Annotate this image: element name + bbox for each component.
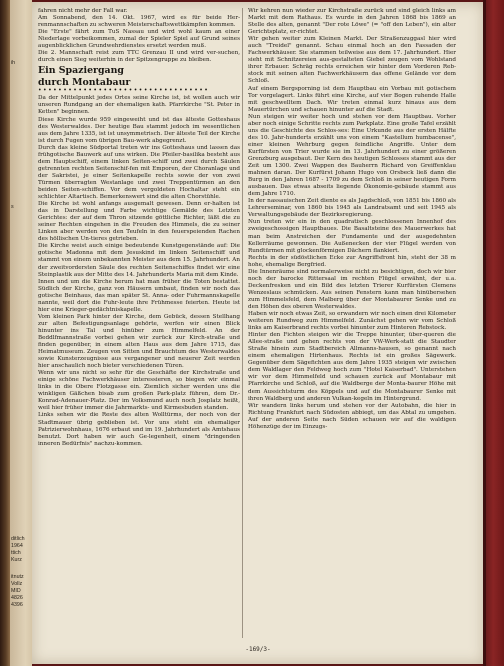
body-paragraph: Wir wandern links herum und stehen vor der Autobahn, die hier in Richtung Frankfurt nach Südosten abbiegt, um das Abtal zu umgehen. Auf der anderen Seite nach Süden schauen wir auf die waldigen Höhenzüge der im Einzugs- — [248, 402, 456, 430]
body-paragraph: Innen und um die Kirche herum hat man früher die Toten bestattet. Südlich der Kirche, ganz von Häusern umbaut, finden wir noch das gotische Beinhaus, das man später St. Anna- oder Fuhrmannskapelle nannte, weil dort die Fuhr-leute ihre Frühmesse feierten. Heute ist hier eine Krieger-gedächtniskapelle. — [38, 278, 240, 313]
intro-paragraph: Am Sonnabend, den 14. Okt. 1967, wird es für beide Her-renmannschaften zu schweren Meisterschaftswettkämpfen kommen. — [38, 15, 240, 29]
prev-page-fragment: ditlich — [11, 536, 25, 542]
body-paragraph: Die Kirche weist auch einige bedeutende Kunstgegenstände auf: Die gotische Madonna mit dem Jesuskind im linken Seitenschiff und stammt von einem unbekannten Meister aus dem 15. Jahrhundert. An der zweitvordersten Säule des rechten Seitenschiffes findet wir eine Steinplastik aus der Mitte des 14. Jahrhunderts Maria mit dem Kinde. — [38, 243, 240, 278]
intro-paragraph: Die 2. Mannschaft reist zum TTC Grenzau II und wird ver-suchen, durch einen Sieg weiterhin in der Spitzengruppe zu bleiben. — [38, 50, 240, 64]
binder-edge — [0, 0, 10, 666]
left-column — [38, 8, 240, 640]
body-paragraph: Auf einem Bergsporning ist dem Hauptbau ein Vorbau mit gotischem Tor vorgelagert. Links führt eine Kirche, auf vier Bogen ruhende Halle mit geschwelltem Dach. Wir treten einmal kurz hinaus aus dem Mauertürchen und schauen hinunter auf die Stadt. — [248, 85, 456, 113]
column-divider — [242, 8, 243, 638]
body-paragraph: Rechts in der südöstlichen Ecke zur Angriffsfront hin, steht der 38 m hohe, ehemalige Bergfried. — [248, 254, 456, 268]
body-paragraph: Wir kehren nun wieder zur Kirchstraße zurück und sind gleich links am Markt mit dem Rathaus. Es wurde in den Jahren 1868 bis 1869 an Stelle des alten, genannt "Der rote Löwe" (= "off den Leben"), ein alter Gerichtsplatz, er-richtet. — [248, 8, 456, 36]
right-column — [248, 8, 456, 640]
body-paragraph: In der nassauischen Zeit diente es als Jagdschloß, von 1851 bis 1860 als Lehrerseminar, von 1860 bis 1945 als Landratsamt und seit 1945 als Verwaltungsgebäude der Bezirksregierung. — [248, 198, 456, 219]
prev-page-fragment: 4826 — [11, 595, 23, 601]
prev-page-fragment: MID — [11, 588, 21, 594]
body-paragraph: Wir gehen weiter zum Kleinen Markt. Der Straßenzuggasl hier wird auch "Treidel" genannt. Schau einmal hoch an den Fassaden der Fachwerkhäuser. Sie stammen teilweise aus dem 17. Jahrhundert. Hier sieht mit Schnitzereien aus-gestalteten Giebel zeugen vom Wohlstand ihrer Erbauer. Schräg rechts erreichen wir hinter dem Vorderen Reb-stock mit seinen alten Fachwerkhäusern das offene Gelände vor dem Schloß. — [248, 36, 456, 85]
body-paragraph: Nun steigen wir weiter hoch und stehen vor dem Hauptbau. Vorher aber noch einige Schritte rechts zum Parkplatz. Eine große Tafel erzählt uns die Geschichte des Schlos-ses: Eine Urkunde aus der ersten Hälfte des 10. Jahr-hunderts erzählt uns von einem "Kastellum humbacense", einer kleinen Wehrburg gegen feindliche Angriffe. Unter dem Kurfürsten von Trier wurde sie im 13. Jahrhundert zu einer größeren Grenzburg ausgebaut. Der Kern des heutigen Schlosses stammt aus der Zeit um 1300. Zwei Wappen des Bauherrn Richard von Greiffenklau mahnen daran. Der Kurfürst Johann Hugo von Orsbeck ließ dann die Burg in den Jahren 1687 - 1709 zu dem Schloß in seiner heutigen Form ausbauen. Das etwas abseits liegende Ökonomie-gebäude stammt aus dem Jahre 1710. — [248, 113, 456, 198]
article-heading-line1: Ein Spaziergang — [38, 65, 124, 77]
body-paragraph: Die Kirche ist wohl anfangs ausgemalt gewesen. Denn er-halten ist das in Darstellung und Farbe wichtige Gemälde des Letzten Gerichtes: der auf dem Thron sitzende göttliche Richter, läßt die zu seiner Rechten eingehen in die Freuden des Himmels, die zu seiner Linken aber werden von den Teufeln in den feuerspeienden Rachen des höllischen Un-tieres getrieben. — [38, 201, 240, 243]
prev-page-fragment: ih — [11, 60, 16, 66]
previous-page-strip — [10, 0, 32, 666]
page-number: -169/3- — [245, 646, 271, 653]
prev-page-fragment: s — [11, 204, 14, 210]
body-paragraph: Vom kleinen Park hinter der Kirche, dem Gebück, dessen Stellhang zur alten Befestigungsanlage gehörte, werfen wir einen Blick hinunter ins Tal und hinüber zum Himmelfeld. An der Beddlfmannstraße vorbei gehen wir zurück zur Kirch-straße und finden gegenüber, in einem alten Haus aus dem Jahre 1715, das Heimatmuseum. Zeugen von Sitten und Brauchtum des Westerwaldes sowie Kunsterzeugnisse aus vergangener und neuerer Zeit werden hier anschaulich noch bieter verschiedenen Türen. — [38, 313, 240, 370]
book-cover — [486, 0, 504, 666]
body-paragraph: Nun treten wir ein in den quadratisch geschlossenen Innenhof des zweigeschossigen Hauptbaues. Die Basaltsteine des Mauerwerkes hat man beim Anstreichen der Fundamente und der ausgedehnten Kellerräume gewonnen. Die Außenecken der vier Flügel werden von Rundtürmen mit glockenförmigen Dächern flankiert. — [248, 219, 456, 254]
article-heading-line2: durch Montabaur — [38, 77, 131, 89]
document-page — [32, 2, 484, 664]
body-paragraph: Da der Mittelpunkt jedes Ortes seine Kirche ist, ist wollen auch wir unseren Rundgang an der ehemaligen kath. Pfarrkirche "St. Peter in Ketten" beginnen. — [38, 95, 240, 116]
prev-page-fragment: 4396 — [11, 602, 23, 608]
intro-paragraph: fahren nicht mehr der Fall war. — [38, 8, 128, 14]
prev-page-fragment: itnutz — [11, 574, 24, 580]
prev-page-fragment: ttich — [11, 550, 21, 556]
body-paragraph: Durch das kleine Südportal treten wir ins Gotteshaus und lassen das frühgotische Bauwerk auf uns wirken. Die Pfeiler-basilika besteht aus dem Hauptschiff, einem linken Seiten-schiff und zwei durch Säulen getrennten rechten Seitenschif-fen mit Emporen, der Choranlage und der Sakristei, je einer Seitenkapelle rechts sowie der von zwei Türmen überragten Westanlage und zwei Treppentürmen an den beiden Seiten-schiffen. Vor dem vergoldeten Hochaltar steht ein schlichter Altartisch. Bemerkenswert sind die alten Chorstühle. — [38, 144, 240, 201]
intro-paragraph: Die "Erste" fährt zum TuS Nassau und wird wohl kaum an einer Niederlage vorbeikommen, zumal der Spieler Spiel auf Grund seines augenblicklichen Grundwehrdienstes ersetzt werden muß. — [38, 29, 240, 50]
prev-page-fragment: Kurz — [11, 557, 22, 563]
body-paragraph: Wenn wir uns nicht so sehr für die Geschäfte der Kirchstraße und einige schöne Fachwerkhäuser interessieren, so biegen wir einmal links in die Obere Flotzgasse ein. Ziemlich sicher werden uns die winkligen Gäßchen bisab zum großen Park-platz führen, dem Dr.-Konrad-Adenauer-Platz. Der im Volksmund auch noch Josplatz heißt, weil hier früher immer die Jahrmarkts- und Kirmesbuden standen. — [38, 370, 240, 412]
prev-page-fragment: 1964 — [11, 543, 23, 549]
heading-dot-rule: •••••••••••••••••••••••••••••••••• — [38, 87, 210, 95]
body-paragraph: Hinter den Fichten steigen wir die Treppe hinunter, über-queren die Allee-straße und gehen rechts von der VW-Werk-statt die Staudter Straße hinein zum Stadtbereich Allmanns-hausen, so genannt nach einem ehemaligen Hirtenhaus. Rechts ist ein großes Sägewerk. Gegenüber dem Sägefichten aus dem Jahre 1935 steigen wir zwischen dem Waldlager den Feldweg hoch zum "Hotel Kaiserbad". Unterstehen wir vor dem Himmelfeld und schauen zurück auf Montabaur mit Pfarrkirche und Schloß, auf die Waldberge der Monta-baurer Höhe mit dem Aussichtsturm des Köppels und auf die Montabaurer Senke mit ihren Waldberg und anderen Vulkan-kegeln im Hintergrund. — [248, 332, 456, 402]
body-paragraph: Haben wir noch etwas Zeit, so erwandern wir noch einen drei Kilometer weiteren Rundweg zum Himmelfeld. Zunächst gehen wir vom Schloß links am Kaiserbrand rechts vorbei hinunter zum Hinteren Rebstock. — [248, 311, 456, 332]
body-paragraph: Die Innenräume sind normalerweise nicht zu besichtigen, doch wir bier noch der barocke Rittersaal im rechten Flügel erwähnt, der u.a. Deckenfresken und ein Bild des letzten Trierer Kurfürsten Clemens Wenzeslaus schmücken. Aus seinen Fenstern kann man hinübersehen zum Himmelsfeld, dem Malberg über der Montabaurer Senke und zu den Höhen des oberen Westerwaldes. — [248, 268, 456, 310]
body-paragraph: Links sehen wir die Reste des alten Wolltürms, der noch von der Stadtmauer übrig geblieben ist. Vor uns steht ein ehemaliger Patrizierwohnhaus, 1676 erbaut und im 19. Jahrhundert als Amtshaus benutzt. Dort haben wir auch Ge-legenheit, einem "dringenden inneren Bedürfnis" nachzu-kommen. — [38, 412, 240, 447]
prev-page-fragment: Vollz — [11, 581, 23, 587]
body-paragraph: Diese Kirche wurde 959 eingeweiht und ist das älteste Gotteshaus des Westerwaldes. Der heutige Bau stammt jedoch im wesentlichen aus dem Jahre 1335, ist ist unsymmetrisch. Der älteste Teil der Kirche ist durch Fugen vom übrigen Bau-werk abgegrenzt. — [38, 116, 240, 144]
